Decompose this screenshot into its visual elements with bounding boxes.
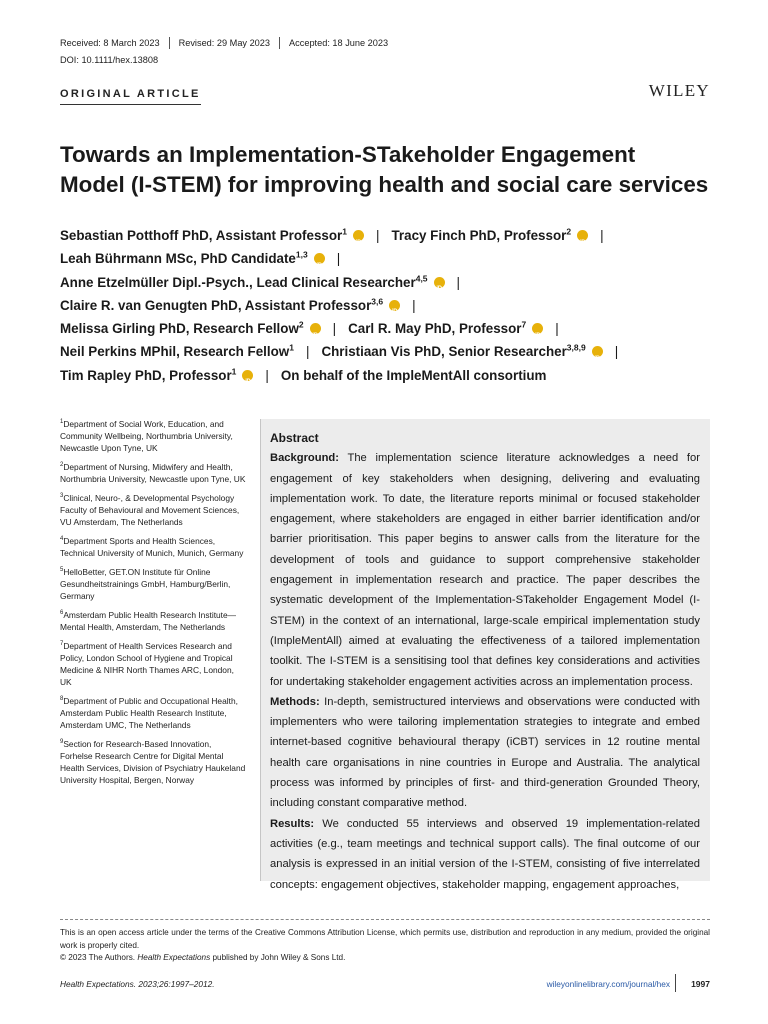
author-name[interactable]: Claire R. van Genugten PhD, Assistant Professor [60, 297, 372, 313]
page-number: 1997 [691, 979, 710, 989]
results-label: Results: [270, 817, 315, 830]
affiliation: $^9$Section for Research-Based Innovation, Forhelse Research Centre for Digital Mental Health Services, Division of Psychiatry Haukeland University Hospital, Bergen, Norway [60, 739, 246, 785]
author-separator: | [555, 321, 559, 337]
results-text: We conducted 55 interviews and observed 19 implementation-related activities (e.g., team meetings and technical support calls). The final outcome of our analysis is expressed in an initial version of the I-STEM, consisting of five interrelated concepts: engagement objectives, stakeholder mapping, engagement approaches, [270, 817, 700, 891]
affiliation: $^5$HelloBetter, GET.ON Institute für Online Gesundheitstrainings GmbH, Hamburg/Berlin, Germany [60, 567, 231, 601]
orcid-icon[interactable] [532, 323, 543, 334]
orcid-icon[interactable] [310, 323, 321, 334]
author-name[interactable]: Tim Rapley PhD, Professor [60, 367, 232, 383]
affiliation: $^2$Department of Nursing, Midwifery and Health, Northumbria University, Newcastle upon Tyne, UK [60, 462, 246, 484]
affiliations [60, 418, 246, 793]
author-name[interactable]: Tracy Finch PhD, Professor [391, 228, 567, 243]
article-type: ORIGINAL ARTICLE [60, 88, 201, 100]
article-type-underline [60, 104, 201, 105]
orcid-icon[interactable] [242, 370, 253, 381]
abstract-methods [270, 692, 700, 814]
author-affiliation-ref: 3,8,9 [566, 343, 586, 354]
author-affiliation-ref: 1 [342, 226, 347, 237]
author-name[interactable]: Sebastian Potthoff PhD, Assistant Professor [60, 228, 343, 243]
doi[interactable]: DOI: 10.1111/hex.13808 [60, 55, 159, 65]
author-line [60, 294, 740, 317]
publication-dates [60, 37, 388, 49]
footnote-divider [60, 919, 710, 920]
author-list [60, 224, 740, 387]
author-line [60, 340, 740, 363]
background-label: Background: [270, 452, 339, 465]
author-line [60, 224, 740, 247]
author-separator: | [412, 297, 416, 313]
author-name[interactable]: Anne Etzelmüller Dipl.-Psych., Lead Clinical Researcher [60, 274, 416, 290]
abstract-background [270, 448, 700, 692]
author-separator: | [305, 344, 310, 360]
orcid-icon[interactable] [434, 277, 445, 288]
author-affiliation-ref: 1 [289, 343, 294, 354]
author-name[interactable]: Leah Bührmann MSc, PhD Candidate [60, 251, 296, 267]
orcid-icon[interactable] [577, 230, 588, 241]
author-affiliation-ref: 2 [566, 226, 572, 237]
title-line-1: Towards an Implementation-STakeholder Engagement [60, 142, 636, 167]
author-separator: | [265, 367, 269, 383]
orcid-icon[interactable] [389, 300, 400, 311]
accepted-date: Accepted: 18 June 2023 [289, 38, 389, 48]
affiliation: $^7$Department of Health Services Research and Policy, London School of Hygiene and Tropical Medicine & NIHR North Thames ARC, London, UK [60, 641, 234, 687]
author-line [60, 364, 740, 387]
publisher-logo[interactable]: WILEY [648, 81, 710, 100]
orcid-icon[interactable] [592, 346, 603, 357]
license-text: This is an open access article under the terms of the Creative Commons Attribution License, which permits use, distribution and reproduction in any medium, provided the original work is properly cited. [60, 928, 710, 950]
author-affiliation-ref: 4,5 [415, 273, 428, 284]
article-title [60, 140, 720, 200]
author-affiliation-ref: 1,3 [295, 249, 308, 260]
author-separator: | [456, 274, 461, 290]
journal-name: Health Expectations [137, 953, 211, 962]
author-name[interactable]: Christiaan Vis PhD, Senior Researcher [321, 344, 567, 360]
orcid-icon[interactable] [353, 230, 364, 241]
author-line [60, 247, 740, 270]
affiliation: $^8$Department of Public and Occupational Health, Amsterdam Public Health Research Institute, Amsterdam UMC, The Netherlands [60, 696, 238, 730]
orcid-icon[interactable] [314, 253, 325, 264]
author-separator: | [336, 251, 341, 267]
journal-url-link[interactable]: wileyonlinelibrary.com/journal/hex [546, 979, 670, 989]
author-affiliation-ref: 2 [298, 319, 304, 330]
author-affiliation-ref: 1 [231, 366, 237, 377]
author-separator: | [600, 228, 604, 243]
abstract-heading: Abstract [270, 431, 319, 445]
author-name[interactable]: Melissa Girling PhD, Research Fellow [60, 321, 299, 337]
author-separator: | [332, 321, 337, 337]
author-separator: | [614, 344, 619, 360]
author-affiliation-ref: 7 [521, 319, 527, 330]
revised-date: Revised: 29 May 2023 [178, 38, 271, 48]
affiliation: $^4$Department Sports and Health Sciences, Technical University of Munich, Munich, Germany [60, 536, 244, 558]
methods-text: In-depth, semistructured interviews and observations were conducted with implementers who were tailoring implementation strategies to integrate and embed internet-based cognitive behavioural therapy (iCBT) services in 12 routine mental health care organisations in nine countries in Europe and Australia. The analytical process was informed by principles of first- and third-generation Grounded Theory, including constant comparative method. [270, 695, 700, 810]
license-note [60, 927, 710, 965]
consortium-name: On behalf of the ImpleMentAll consortium [280, 367, 547, 383]
methods-label: Methods: [270, 695, 320, 708]
background-text: The implementation science literature acknowledges a need for engagement of key stakeholders when designing, delivering and evaluating implementation work. To date, the literature reports minimal or focused stakeholder engagement, where stakeholders are engaged in either barrier identification and/or barrier prioritisation. This paper begins to answer calls from the literature for the development of tools and guidance to support comprehensive stakeholder engagement in implementation research and practice. The paper describes the systematic development of the Implementation-STakeholder Engagement Model (I-STEM) in the context of an international, large-scale empirical implementation study (ImpleMentAll) aimed at evaluating the effectiveness of a tailored implementation toolkit. The I-STEM is a sensitising tool that defines key considerations and activities for undertaking stakeholder engagement activities across an implementation process. [270, 452, 700, 688]
abstract-results [270, 814, 700, 895]
received-date: Received: 8 March 2023 [60, 38, 160, 48]
author-name[interactable]: Carl R. May PhD, Professor [348, 321, 522, 337]
author-name[interactable]: Neil Perkins MPhil, Research Fellow [60, 344, 290, 360]
affiliation: $^1$Department of Social Work, Education, and Community Wellbeing, Northumbria University, Newcastle Upon Tyne, UK [60, 419, 233, 453]
date-separator [169, 37, 170, 49]
author-separator: | [375, 228, 380, 243]
copyright-line: © 2023 The Authors. Health Expectations published by John Wiley & Sons Ltd. [60, 953, 346, 962]
abstract [270, 428, 700, 895]
affiliation: $^6$Amsterdam Public Health Research Institute—Mental Health, Amsterdam, The Netherlands [60, 610, 237, 632]
title-line-2: Model (I-STEM) for improving health and social care services [60, 172, 709, 197]
journal-citation: Health Expectations. 2023;26:1997–2012. [60, 979, 215, 989]
footer-separator [675, 974, 676, 992]
date-separator [279, 37, 280, 49]
affiliation: $^3$Clinical, Neuro-, & Developmental Psychology Faculty of Behavioural and Movement Sciences, VU Amsterdam, The Netherlands [60, 493, 240, 527]
author-line [60, 271, 740, 294]
author-affiliation-ref: 3,6 [371, 296, 384, 307]
